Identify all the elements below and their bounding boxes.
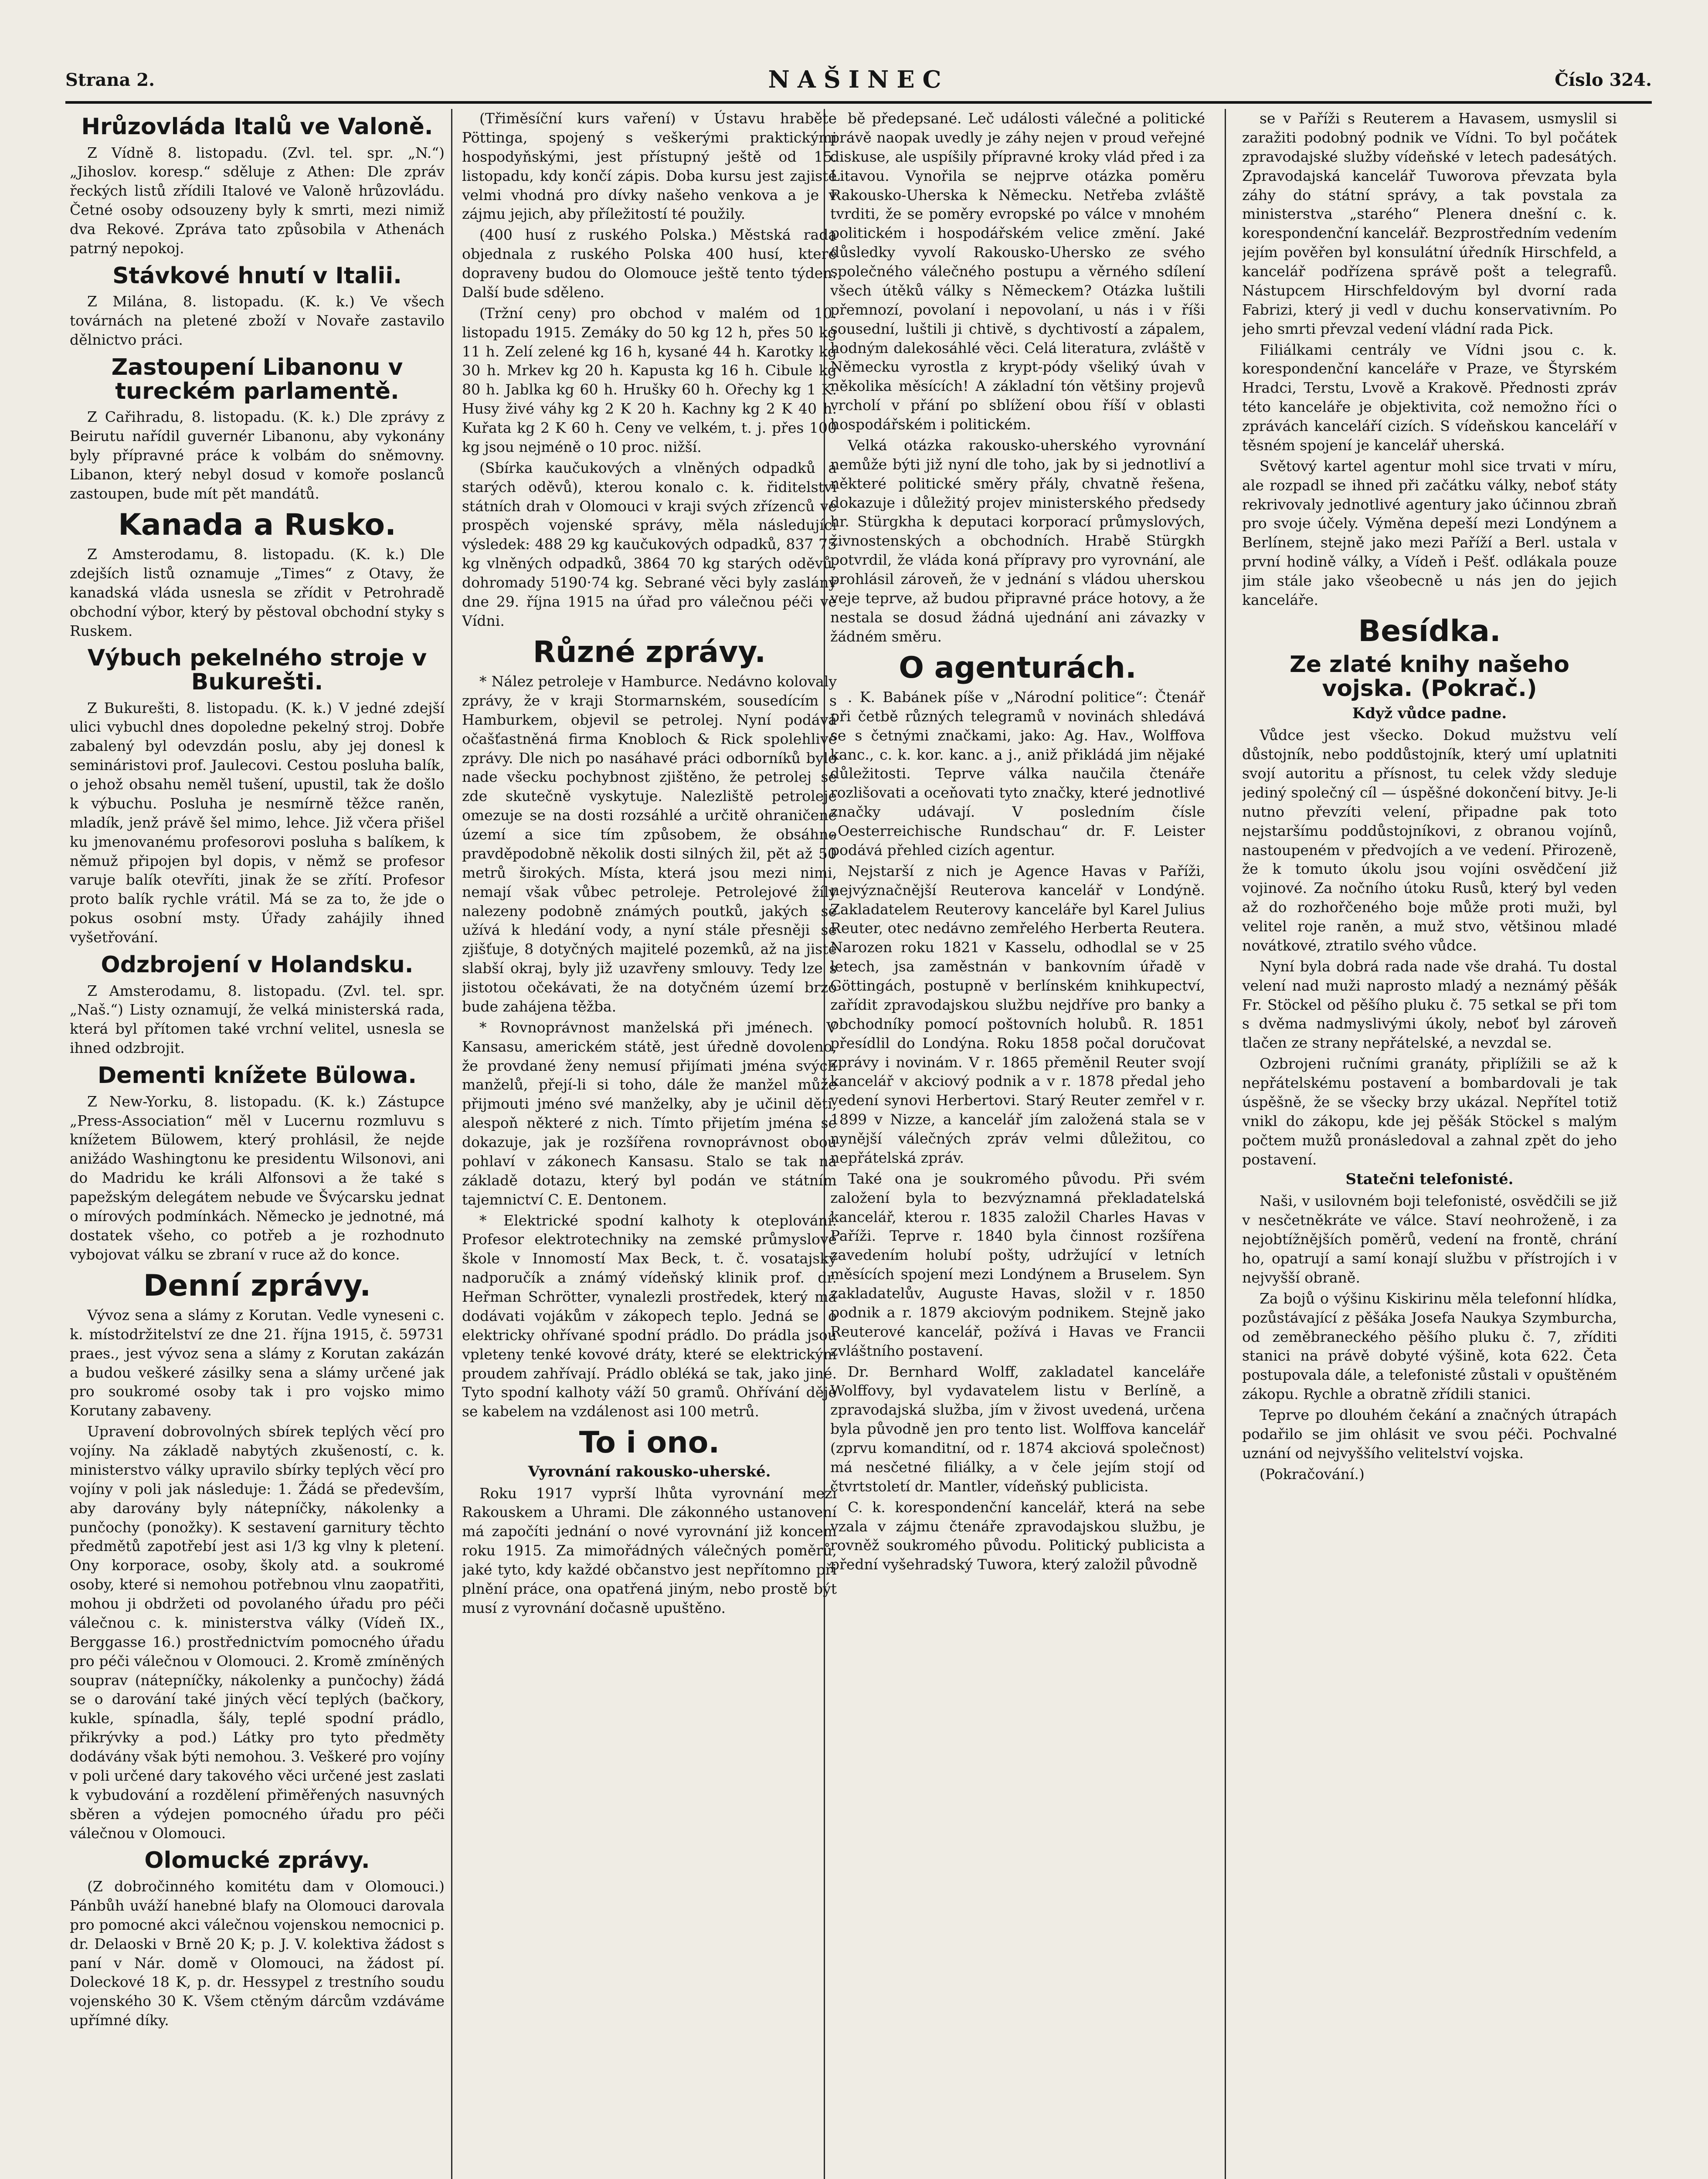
article-headline: Olomucké zprávy.: [144, 1847, 370, 1874]
newspaper-title: NAŠINEC: [768, 65, 949, 93]
article-paragraph: (Sbírka kaučukových a vlněných odpadků a starých oděvů), kterou konalo c. k. řiditelství státních drah v Olomouci v kraji svých zřízenců ve prospěch vojenské správy, měla následující výsledek: 488 29 kg kaučukových odpadků, 837 75 kg vlněných odpadků, 3864 70 kg starých oděvů, dohromady 5190·74 kg. Sebrané věci byly zaslány dne 29. října 1915 na úřad pro válečnou péči ve Vídni.: [462, 459, 837, 629]
article-headline: O agenturách.: [899, 650, 1137, 685]
article-paragraph: C. k. korespondenční kancelář, která na sebe vzala v zájmu čtenáře zpravodajskou službu, je rovněž soukromého původu. Politický publicista a přední vyšehradský Tuwora, který založil původně: [830, 1498, 1205, 1573]
article-paragraph: Světový kartel agentur mohl sice trvati v míru, ale rozpadl se ihned při začátku války, neboť státy rekrivovaly jednotlivé agentury jako účinnou zbraň pro svoje účely. Výměna depeší mezi Londýnem a Berlínem, stejně jako mezi Paříží a Berl. ustala v první hodině války, a Vídeň i Pešť. odlákala pouze jim stále jako všeobecně u nás jen do jejich kanceláře.: [1242, 457, 1617, 608]
article-paragraph: * Nález petroleje v Hamburce. Nedávno kolovaly zprávy, že v kraji Stormarnském, sousedícím s Hamburkem, objevil se petrolej. Nyní podává očašťastněná firma Knobloch & Rick spolehlivé zprávy. Dle nich po nasáhavé práci odborníků bylo nade všecku pochybnost zjištěno, že petrolej se zde skutečně vyskytuje. Nalezliště petroleje omezuje se na dosti rozsáhlé a určitě ohraničené území a sice tím způsobem, že obsáhne pravděpodobně několik dosti silných žil, pět až 50 metrů širokých. Místa, která jsou mezi nimi, nemají však vůbec petroleje. Petrolejové žíly nalezeny podobně známých poutků, jakých se užívá k hledání vody, a nyní stále přesněji se zjišťuje, 8 dotyčných majitelé pozemků, až na jisté slabší okraj, byly již uzavřeny smlouvy. Tedy lze s jistotou očekávati, že na dotyčném území brzo bude zahájena těžba.: [462, 673, 837, 1015]
article-paragraph: Roku 1917 vyprší lhůta vyrovnání mezi Rakouskem a Uhrami. Dle zákonného ustanovení má započíti jednání o nové vyrovnání již koncem roku 1915. Za mimořádných válečných poměrů, jaké tyto, kdy každé občanstvo jest nepřítomno při plnění práce, ona opatřená jiným, nebo prostě být musí z vyrovnání dočasně upuštěno.: [462, 1484, 837, 1616]
column-4: [1242, 109, 1617, 2179]
article-paragraph: Nyní byla dobrá rada nade vše drahá. Tu dostal velení nad muži naprosto mladý a neznámý pěšák Fr. Stöckel od pěšího pluku č. 75 setkal se při tom s dvěma nadmyslivými úkoly, neboť byl zároveň tlačen ze strany nepřátelské, a nevzdal se.: [1242, 957, 1617, 1052]
article-paragraph: (Třiměsíční kurs vaření) v Ústavu hraběte Pöttinga, spojený s veškerými praktickými hospodyňskými, jest přístupný ještě od 15. listopadu, kdy končí zápis. Doba kursu jest zajisté velmi vhodná pro dívky našeho venkova a je v zájmu jejich, aby příležitostí té použily.: [462, 110, 837, 223]
article-paragraph: . K. Babánek píše v „Národní politice“: Čtenář při četbě různých telegramů v novinách shledává se s četnými značkami, jako: Ag. Hav., Wolffova kanc., c. k. kor. kanc. a j., aniž přikládá jim nějaké důležitosti. Teprve válka naučila čtenáře rozlišovati a oceňovati tyto značky, které jednotlivé značky udávají. V posledním čísle „Oesterreichische Rundschau“ dr. F. Leister podává přehled cizích agentur.: [830, 688, 1205, 859]
article-paragraph: (400 husí z ruského Polska.) Městská rada objednala z ruského Polska 400 husí, které dopraveny budou do Olomouce ještě tento týden. Další bude sděleno.: [462, 226, 837, 301]
article-paragraph: (Z dobročinného komitétu dam v Olomouci.) Pánbůh uváží hanebné blafy na Olomouci darovala pro pomocné akci válečnou vojenskou nemocnici p. dr. Delaoski v Brně 20 K; p. J. V. kolektiva žádost s paní v Nár. domě v Olomouci, na žádost pí. Doleckové 18 K, p. dr. Hessypel z trestního soudu vojenského 30 K. Všem ctěným dárcům vzdáváme upřímné díky.: [70, 1878, 445, 2029]
article-paragraph: Ozbrojeni ručními granáty, připlížili se až k nepřátelskému postavení a bombardovali je tak úspěšně, že se všecky brzy ukázal. Nepřítel totiž vnikl do zákopu, kde jej pěšák Stöckel s malým počtem mužů pronásledoval a zahnal zpět do jeho postavení.: [1242, 1055, 1617, 1168]
article-headline: Výbuch pekelného stroje v Bukurešti.: [87, 645, 427, 695]
article-paragraph: Velká otázka rakousko-uherského vyrovnání nemůže býti již nyní dle toho, jak by si jednotliví a některé politické směry přály, chvatně řešena, dokazuje i důležitý projev ministerského předsedy hr. Stürgkha k deputaci korporací průmyslových, živnostenských a obchodních. Hrabě Stürgkh potvrdil, že vláda koná přípravy pro vyrovnání, ale prohlásil zároveň, že v jednání s vládou uherskou veje teprve, až budou připravné práce hotovy, a že nestala se dosud žádná ujednání ani závazky v žádném směru.: [830, 436, 1205, 645]
article-headline: Stávkové hnutí v Italii.: [112, 262, 402, 289]
article-headline: Hrůzovláda Italů ve Valoně.: [81, 114, 433, 140]
article-paragraph: Z Amsterodamu, 8. listopadu. (Zvl. tel. spr. „Naš.“) Listy oznamují, že velká ministerská rada, která byl přítomen také vrchní velitel, usnesla se ihned odzbrojit.: [70, 982, 445, 1057]
article-paragraph: Z Vídně 8. listopadu. (Zvl. tel. spr. „N.“) „Jihoslov. koresp.“ sděluje z Athen: Dle zpráv řeckých listů zřídili Italové ve Valoně hrůzovládu. Četné osoby odsouzeny byly k smrti, mezi nimiž dva Rekové. Zpráva tato způsobila v Athenách patrný nepokoj.: [70, 144, 445, 257]
article-subheading: Statečni telefonisté.: [1345, 1171, 1514, 1188]
article-paragraph: Z Amsterodamu, 8. listopadu. (K. k.) Dle zdejších listů oznamuje „Times“ z Otavy, že kanadská vláda usnesla se zřídit v Petrohradě obchodní výbor, který by pěstoval obchodní styky s Ruskem.: [70, 546, 445, 639]
article-subheading: Když vůdce padne.: [1352, 705, 1507, 723]
article-headline: To i ono.: [579, 1426, 720, 1460]
article-headline: Denní zprávy.: [143, 1268, 371, 1303]
article-paragraph: Vůdce jest všecko. Dokud mužstvu velí důstojník, nebo poddůstojník, který umí uplatniti svojí autoritu a přísnost, tu celek vždy sleduje jediný společný cíl — úspěšné dokončení bitvy. Je-li nutno převzíti velení, připadne pak toto nejstaršímu poddůstojníkovi, z obranou vojínů, nastoupeném v předvojích a ve vedení. Přirozeně, že k tomuto úkolu jsou vojíni osvědčení již vojinové. Za nočního útoku Rusů, který byl veden až do rozhořčeného boje může proti muži, byl velitel roje raněn, a muž stvo, většinou mladé novátkové, ztratilo svého vůdce.: [1242, 726, 1617, 954]
article-paragraph: * Elektrické spodní kalhoty k oteplování. Profesor elektrotechniky na zemské průmyslové škole v Innomostí Max Beck, t. č. vosatajský nadporučík a známý vídeňský klinik prof. dr. Heřman Schrötter, vynalezli prostředek, který má dodávati vojákům v zákopech teplo. Jedná se o elektricky ohřívané spodní prádlo. Do prádla jsou vpleteny tenké kovové dráty, které se elektrickým proudem zahřívají. Prádlo obléká se tak, jako jiné. Tyto spodní kalhoty váží 50 gramů. Ohřívání děje se kabelem na vzdálenost asi 100 metrů.: [462, 1212, 837, 1420]
article-paragraph: Upravení dobrovolných sbírek teplých věcí pro vojíny. Na základě nabytých zkušeností, c. k. ministerstvo války upravilo sbírky teplých věcí pro vojíny v poli jak následuje: 1. Žádá se především, aby darovány byly nátepníčky, nákolenky a punčochy (ponožky). K sestavení garnitury těchto předmětů zapotřebí jest asi 1/3 kg vlny k pletení. Ony korporace, osoby, školy atd. a soukromé osoby, které si nemohou potřebnou vlnu zaopatřiti, mohou ji obdržeti od povolaného úřadu pro péči válečnou c. k. ministerstva války (Vídeň IX., Berggasse 16.) prostřednictvím pomocného úřadu pro péči válečnou v Olomouci. 2. Kromě zmíněných souprav (nátepníčky, nákolenky a punčochy) žádá se o darování také jiných věcí teplých (bačkory, kukle, spínadla, šály, teplé spodní prádlo, přikrývky a pod.) Látky pro tyto předměty dodávány však býti nemohou. 3. Veškeré pro vojíny v poli určené dary takového věci určené jest zaslati k vybudování a rozdělení přiměřených nasuvných sběren a výdejen pomocného úřadu pro péči válečnou v Olomouci.: [70, 1423, 445, 1842]
article-headline: Různé zprávy.: [533, 635, 766, 669]
article-headline: Besídka.: [1358, 614, 1501, 648]
article-headline: Odzbrojení v Holandsku.: [101, 951, 414, 978]
article-paragraph: Naši, v usilovném boji telefonisté, osvědčili se již v nesčetněkráte ve válce. Staví neohroženě, i za nejobtížnějších poměrů, vedení na frontě, chrání ho, opatrují a samí konají službu v přístrojích i v nejvyšší obraně.: [1242, 1192, 1617, 1286]
article-subheading: Vyrovnání rakousko-uherské.: [528, 1463, 771, 1480]
column-1: [70, 109, 445, 2179]
article-paragraph: (Pokračování.): [1260, 1465, 1365, 1483]
article-paragraph: se v Paříži s Reuterem a Havasem, usmyslil si zaražiti podobný podnik ve Vídni. To byl počátek zpravodajské služby vídeňské v letech padesátých. Zpravodajská kancelář Tuworova převzata byla záhy do státní správy, a tak povstala za ministerstva „starého“ Plenera dnešní c. k. korespondenční kancelář. Bezprostředním vedením jejím pověřen byl konsulátní úředník Hirschfeld, a kancelář podřízena správě pošt a telegrafů. Nástupcem Hirschfeldovým byl dvorní rada Fabrizi, který ji vedl v duchu konservativním. Po jeho smrti převzal vedení vládní rada Pick.: [1242, 110, 1617, 337]
header-rule: [65, 101, 1652, 104]
article-paragraph: Z New-Yorku, 8. listopadu. (K. k.) Zástupce „Press-Association“ měl v Lucernu rozmluvu s knížetem Bülowem, který prohlásil, že nejde anižádo Washingtonu ke presidentu Wilsonovi, ani do Madridu ke králi Alfonsovi a že také s papežským delegátem nebude ve Švýcarsku jednat o mírových podmínkách. Německo je jednotné, má dostatek všeho, co potřeb a je rozhodnuto vybojovat válku se zbraní v ruce až do konce.: [70, 1093, 445, 1263]
page-header: [65, 65, 1652, 96]
article-paragraph: Teprve po dlouhém čekání a značných útrapách podařilo se jim ohlásit ve svou péči. Pochvalné uznání od nejvyššího velitelství vojska.: [1242, 1406, 1617, 1462]
article-paragraph: * Rovnoprávnost manželská při jménech. V Kansasu, americkém státě, jest úředně dovoleno, že provdané ženy nemusí přijímati jména svých manželů, přejí-li si toho, dále že manžel může přijmouti jméno své manželky, aby je učinil děti, alespoň některé z nich. Tímto přijetím jména se dokazuje, jak je rozšířena rovnoprávnost obou pohlaví v zákonech Kansasu. Stalo se tak na základě dotazu, který byl podán ve státním tajemnictví C. E. Dentonem.: [462, 1018, 837, 1208]
article-headline: Dementi knížete Bülowa.: [98, 1062, 417, 1089]
column-2: [462, 109, 837, 2179]
article-headline: Ze zlaté knihy našeho vojska. (Pokrač.): [1289, 652, 1569, 702]
article-paragraph: Za bojů o výšinu Kiskirinu měla telefonní hlídka, pozůstávající z pěšáka Josefa Naukyа Szymburcha, od zeměbraneckého pěšího pluku č. 7, zříditi stanici na právě dobyté výšině, kota 622. Četa postupovala dále, a telefonisté zůstali v opuštěném zákopu. Rychle a obratně zřídili stanici.: [1242, 1290, 1617, 1403]
article-paragraph: Vývoz sena a slámy z Korutan. Vedle vyneseni c. k. místodržitelství ze dne 21. října 1915, č. 59731 praes., jest vývoz sena a slámy z Korutan zakázán a budou veškeré zásilky sena a slámy určené jak pro soukromé osoby tak i pro vojsko mimo Korutany zabaveny.: [70, 1306, 445, 1419]
article-paragraph: Také ona je soukromého původu. Při svém založení byla to bezvýznamná překladatelská kancelář, kterou r. 1835 založil Charles Havas v Paříži. Teprve r. 1840 byla činnost rozšířena zavedením holubí pošty, udržující v letních měsících spojení mezi Londýnem a Bruselem. Syn zakladatelův, Auguste Havas, složil v r. 1850 podnik a r. 1879 akciovým podnikem. Stejně jako Reuterové kancelář, požívá i Havas ve Francii zvláštního postavení.: [830, 1170, 1205, 1359]
article-paragraph: Z Bukurešti, 8. listopadu. (K. k.) V jedné zdejší ulici vybuchl dnes dopoledne pekelný stroj. Dobře zabalený byl odevzdán poslu, aby jej donesl k semináristovi prof. Jaulecovi. Cestou posluha balík, o jehož obsahu neměl tušení, upustil, tak že došlo k výbuchu. Posluha je nesmírně těžce raněn, mladík, jenž právě šel mimo, lehce. Již včera přišel ku jmenovanému profesorovi posluha s balíkem, k němuž připojen byl dopis, v němž se profesor varuje balík otevříti, jinak že se zřítí. Profesor proto balík rychle vrátil. Má se za to, že jde o pokus osobní msty. Úřady zahájily ihned vyšetřování.: [70, 699, 445, 946]
article-paragraph: Z Cařihradu, 8. listopadu. (K. k.) Dle zprávy z Beirutu nařídil guvernér Libanonu, aby vykonány byly přípravné práce k volbám do sněmovny. Libanon, který nebyl dosud v komoře poslanců zastoupen, bude mít pět mandátů.: [70, 408, 445, 502]
article-headline: Zastoupení Libanonu v tureckém parlamentě.: [111, 354, 403, 404]
issue-number: Číslo 324.: [1555, 70, 1652, 90]
article-paragraph: Filiálkami centrály ve Vídni jsou c. k. korespondenční kanceláře v Praze, ve Štyrském Hradci, Terstu, Lvově a Krakově. Přednosti zpráv této kanceláře je objektivita, což nemožno říci o zprávách kanceláří cizích. S vídeňskou kanceláří v těsném spojení je kancelář uherská.: [1242, 341, 1617, 454]
page-number: Strana 2.: [65, 70, 155, 90]
article-paragraph: bě předepsané. Leč události válečné a politické právě naopak uvedly je záhy nejen v proud veřejné diskuse, ale uspíšily přípravné kroky vlád před i za Litavou. Vynořila se nejprve otázka poměru Rakousko-Uherska k Německu. Netřeba zvláště tvrditi, že se poměry evropské po válce v mnohém politickém i hospodářském velice změní. Jaké důsledky vyvolí Rakousko-Uhersko ze svého společného válečného postupu a věrného sdílení všech útěků války s Německem? Otázka luštili přemnozí, povolaní i nepovolaní, u nás i v říši sousední, luštili ji chtivě, s dychtivostí a zápalem, hodným dalekosáhlé věci. Celá literatura, zvláště v Německu vyrostla z krypt-pódy všeliký úvah v několika měsících! A základní tón většiny projevů vrcholí v přání po sblížení obou říší v oblasti hospodářském i politickém.: [830, 110, 1205, 433]
article-paragraph: Z Milána, 8. listopadu. (K. k.) Ve všech továrnách na pletené zboží v Novaře zastavilo dělnictvo práci.: [70, 293, 445, 349]
column-divider: [1225, 109, 1226, 2179]
column-divider: [451, 109, 452, 2179]
article-paragraph: (Tržní ceny) pro obchod v malém od 10. listopadu 1915. Zemáky do 50 kg 12 h, přes 50 kg 11 h. Zelí zelené kg 16 h, kysané 44 h. Karotky kg 30 h. Mrkev kg 20 h. Kapusta kg 16 h. Cibule kg 80 h. Jablka kg 60 h. Hrušky 60 h. Ořechy kg 1 K. Husy živé váhy kg 2 K 20 h. Kachny kg 2 K 40 h. Kuřata kg 2 K 60 h. Ceny ve velkém, t. j. přes 100 kg jsou nejméně o 10 proc. nižší.: [462, 304, 837, 455]
article-paragraph: Nejstarší z nich je Agence Havas v Paříži, nejvýznačnější Reuterova kancelář v Londýně. Zakladatelem Reuterovy kanceláře byl Karel Julius Reuter, otec nedávno zemřelého Herberta Reutera. Narozen roku 1821 v Kasselu, odhodlal se v 25 letech, jsa zaměstnán v bankovním úřadě v Göttingách, postupně v berlínském knihkupectví, zařídit zpravodajskou službu nejdříve pro banky a obchodníky pomocí poštovních holubů. R. 1851 přesídlil do Londýna. Roku 1858 počal doručovat zprávy i novinám. V r. 1865 přeměnil Reuter svojí kancelář v akciový podnik a v r. 1878 předal jeho vedení synovi Herbertovi. Starý Reuter zemřel v r. 1899 v Nizze, a kancelář jím založená stala se v nynější válečných zpráv velmi důležitou, co nepřátelská zpráv.: [830, 862, 1205, 1166]
column-3: [830, 109, 1205, 2179]
article-paragraph: Dr. Bernhard Wolff, zakladatel kanceláře Wolffovy, byl vydavatelem listu v Berlíně, a zpravodajská služba, jím v živost uvedená, určena byla původně jen pro tento list. Wolffova kancelář (zprvu komanditní, od r. 1874 akciová společnost) má nesčetné filiálky, a v čele jejím stojí od čtvrtstoletí dr. Mantler, vídeňský publicista.: [830, 1363, 1205, 1495]
article-headline: Kanada a Rusko.: [118, 507, 396, 542]
